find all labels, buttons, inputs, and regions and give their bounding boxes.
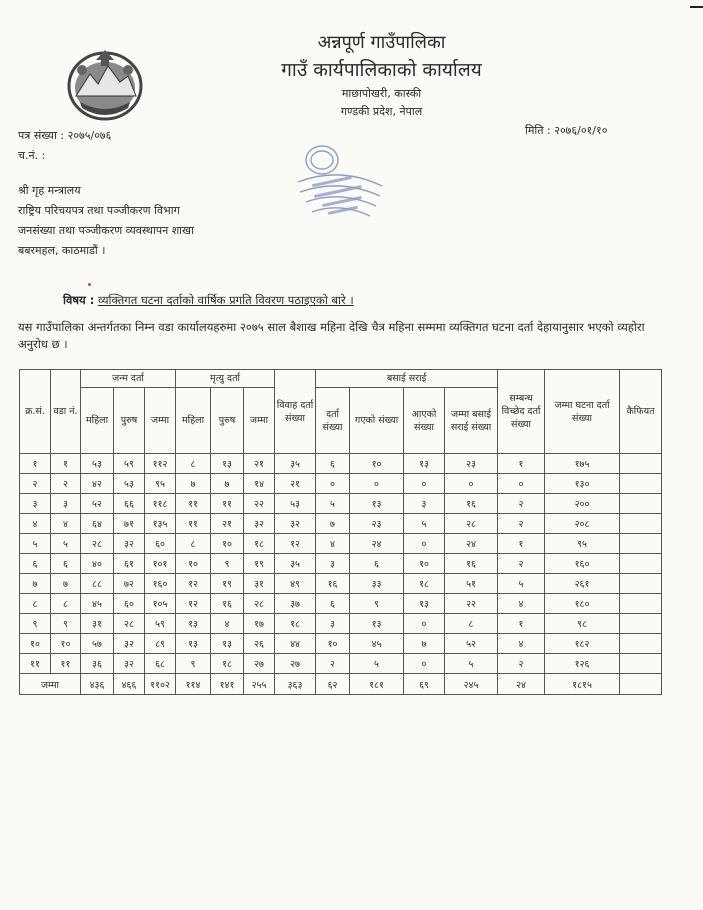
total-cell: ४६६: [114, 674, 145, 695]
table-cell: ११: [51, 654, 81, 674]
municipality-title: अन्नपूर्ण गाउँपालिका: [317, 32, 446, 53]
table-cell: ६४: [81, 514, 114, 534]
table-row: [20, 494, 662, 514]
header-birth: जन्म दर्ता: [81, 370, 176, 388]
table-cell: ०: [350, 474, 404, 494]
office-title: गाउँ कार्यपालिकाको कार्यालय: [281, 59, 482, 81]
header-death-male: पुरुष: [211, 388, 244, 454]
header-migration-out: गएको संख्या: [350, 388, 404, 454]
table-cell: ११८: [145, 494, 176, 514]
table-cell: ६८: [145, 654, 176, 674]
table-cell: ९: [20, 614, 51, 634]
header-total-events: जम्मा घटना दर्ता संख्या: [545, 370, 620, 454]
header-migration: बसाई सराई: [316, 370, 498, 388]
table-cell: १४: [244, 474, 275, 494]
office-seal-stamp: [292, 138, 388, 224]
table-cell: ७२: [114, 574, 145, 594]
table-cell: ५३: [114, 474, 145, 494]
table-cell: १३: [176, 614, 211, 634]
table-cell: २: [498, 494, 545, 514]
header-migration-in: आएको संख्या: [404, 388, 445, 454]
table-cell: २१: [244, 454, 275, 474]
table-cell: [620, 494, 662, 514]
table-cell: ६०: [114, 594, 145, 614]
header-death-total: जम्मा: [244, 388, 275, 454]
header-death-female: महिला: [176, 388, 211, 454]
table-cell: ८: [20, 594, 51, 614]
header-divorce: सम्बन्ध विच्छेद दर्ता संख्या: [498, 370, 545, 454]
table-cell: १: [498, 614, 545, 634]
table-cell: ६०: [145, 534, 176, 554]
table-cell: १३: [211, 634, 244, 654]
table-cell: ५२: [445, 634, 498, 654]
table-cell: [620, 654, 662, 674]
table-row: [20, 454, 662, 474]
table-cell: १८: [404, 574, 445, 594]
table-cell: १०: [20, 634, 51, 654]
table-cell: ५३: [275, 494, 316, 514]
table-cell: १७: [244, 614, 275, 634]
table-cell: ३१: [244, 574, 275, 594]
table-cell: [620, 614, 662, 634]
table-cell: २: [20, 474, 51, 494]
header-remarks: कैफियत: [620, 370, 662, 454]
table-cell: १८: [211, 654, 244, 674]
table-cell: १६: [211, 594, 244, 614]
table-cell: ०: [498, 474, 545, 494]
table-cell: ३: [404, 494, 445, 514]
table-cell: ८: [176, 534, 211, 554]
table-cell: ५: [445, 654, 498, 674]
table-cell: ४: [498, 634, 545, 654]
table-row: [20, 654, 662, 674]
dispatch-number: च.नं. :: [18, 149, 46, 162]
total-label: जम्मा: [20, 674, 81, 695]
table-body: [20, 454, 662, 695]
table-cell: २१: [275, 474, 316, 494]
header-migration-registered: दर्ता संख्या: [316, 388, 350, 454]
table-cell: १२: [275, 534, 316, 554]
table-cell: १: [51, 454, 81, 474]
recipient-line-3: जनसंख्या तथा पञ्जीकरण व्यवस्थापन शाखा: [18, 224, 194, 237]
table-cell: २८: [244, 594, 275, 614]
header-migration-total: जम्मा बसाई सराई संख्या: [445, 388, 498, 454]
total-cell: ११०२: [145, 674, 176, 695]
table-cell: ४: [51, 514, 81, 534]
table-cell: १२६: [545, 654, 620, 674]
total-cell: २४५: [445, 674, 498, 695]
table-cell: २: [316, 654, 350, 674]
table-row: [20, 514, 662, 534]
table-cell: [620, 634, 662, 654]
ink-dot: [88, 283, 91, 286]
subject-text: व्यक्तिगत घटना दर्ताको वार्षिक प्रगति विवरण पठाइएको बारे ।: [97, 293, 354, 307]
header-birth-female: महिला: [81, 388, 114, 454]
total-cell: २५५: [244, 674, 275, 695]
table-cell: ५९: [145, 614, 176, 634]
table-cell: ९५: [145, 474, 176, 494]
table-cell: ३२: [114, 654, 145, 674]
table-row: [20, 474, 662, 494]
total-cell: ६२: [316, 674, 350, 695]
table-cell: १३: [350, 494, 404, 514]
table-cell: ०: [404, 534, 445, 554]
table-cell: ७: [404, 634, 445, 654]
table-cell: २१: [211, 514, 244, 534]
table-row: [20, 594, 662, 614]
table-cell: [620, 474, 662, 494]
table-cell: १०: [316, 634, 350, 654]
total-cell: १४१: [211, 674, 244, 695]
scan-edge-mark: [690, 6, 703, 8]
table-cell: ०: [445, 474, 498, 494]
address-line-2: गण्डकी प्रदेश, नेपाल: [340, 105, 423, 118]
table-cell: ३: [316, 614, 350, 634]
table-cell: ६: [316, 594, 350, 614]
header-birth-total: जम्मा: [145, 388, 176, 454]
table-cell: ११२: [145, 454, 176, 474]
table-cell: ३३: [350, 574, 404, 594]
total-cell: १८१: [350, 674, 404, 695]
total-cell: ४३६: [81, 674, 114, 695]
table-cell: २२: [445, 594, 498, 614]
table-cell: २३: [350, 514, 404, 534]
table-cell: ०: [404, 474, 445, 494]
table-cell: १३०: [545, 474, 620, 494]
table-cell: १३: [211, 454, 244, 474]
table-cell: २६१: [545, 574, 620, 594]
address-line-1: माछापोखरी, कास्की: [341, 87, 422, 100]
table-cell: ८९: [145, 634, 176, 654]
header-death: मृत्यु दर्ता: [176, 370, 275, 388]
table-cell: ११: [176, 494, 211, 514]
table-cell: २: [498, 514, 545, 534]
table-cell: २८: [114, 614, 145, 634]
letter-number: पत्र संख्या : २०७५/०७६: [18, 129, 112, 142]
table-cell: १: [498, 534, 545, 554]
table-row: [20, 554, 662, 574]
table-cell: ३: [20, 494, 51, 514]
table-cell: २: [51, 474, 81, 494]
recipient-line-4: बबरमहल, काठमाडौं ।: [18, 244, 106, 257]
table-cell: ३५: [275, 554, 316, 574]
table-cell: ५: [404, 514, 445, 534]
table-cell: ४२: [81, 474, 114, 494]
table-cell: २०८: [545, 514, 620, 534]
table-cell: ९: [350, 594, 404, 614]
table-cell: ५: [20, 534, 51, 554]
table-cell: ४५: [350, 634, 404, 654]
table-cell: ९५: [545, 534, 620, 554]
table-cell: १६०: [545, 554, 620, 574]
table-cell: २२: [244, 494, 275, 514]
table-row: [20, 634, 662, 654]
table-cell: १३: [404, 454, 445, 474]
table-cell: २७: [275, 654, 316, 674]
table-cell: ७: [20, 574, 51, 594]
recipient-line-1: श्री गृह मन्त्रालय: [18, 184, 81, 197]
table-cell: १०१: [145, 554, 176, 574]
body-paragraph: यस गाउँपालिका अन्तर्गतका निम्न वडा कार्यालयहरुमा २०७५ साल बैशाख महिना देखि चैत्र महिना सम्ममा व्यक्तिगत घटना दर्ता देहायानुसार भएको व्यहोरा अनुरोध छ ।: [18, 320, 645, 351]
table-cell: ११: [20, 654, 51, 674]
table-cell: १८०: [545, 594, 620, 614]
table-cell: १०: [404, 554, 445, 574]
table-cell: ३१: [81, 614, 114, 634]
table-cell: १: [498, 454, 545, 474]
table-row: [20, 614, 662, 634]
table-cell: ५: [350, 654, 404, 674]
table-cell: ४: [211, 614, 244, 634]
table-cell: ५७: [81, 634, 114, 654]
table-cell: ७: [211, 474, 244, 494]
table-cell: ६६: [114, 494, 145, 514]
table-cell: १८: [275, 614, 316, 634]
table-cell: ३६: [81, 654, 114, 674]
total-cell: [620, 674, 662, 695]
table-cell: १२: [176, 574, 211, 594]
total-cell: ३६३: [275, 674, 316, 695]
table-cell: १६: [316, 574, 350, 594]
table-cell: २७: [244, 654, 275, 674]
table-cell: ५१: [445, 574, 498, 594]
recipient-line-2: राष्ट्रिय परिचयपत्र तथा पञ्जीकरण विभाग: [18, 204, 180, 217]
table-cell: ४: [498, 594, 545, 614]
total-cell: १८१५: [545, 674, 620, 695]
table-cell: १९: [244, 554, 275, 574]
table-cell: १८२: [545, 634, 620, 654]
table-cell: ४: [20, 514, 51, 534]
table-cell: २८: [445, 514, 498, 534]
table-cell: ३२: [244, 514, 275, 534]
table-cell: १०: [51, 634, 81, 654]
table-cell: ३: [51, 494, 81, 514]
table-row: [20, 574, 662, 594]
table-cell: ६: [20, 554, 51, 574]
table-cell: ३२: [114, 634, 145, 654]
table-cell: १८: [244, 534, 275, 554]
table-cell: ८: [176, 454, 211, 474]
table-cell: २४: [350, 534, 404, 554]
table-cell: ४९: [275, 574, 316, 594]
table-cell: ८: [445, 614, 498, 634]
table-cell: ४४: [275, 634, 316, 654]
table-cell: ३५: [275, 454, 316, 474]
header-serial: क्र.सं.: [20, 370, 51, 454]
table-cell: १६०: [145, 574, 176, 594]
table-cell: ४०: [81, 554, 114, 574]
header-birth-male: पुरुष: [114, 388, 145, 454]
table-cell: ६१: [114, 554, 145, 574]
table-cell: ७: [176, 474, 211, 494]
table-cell: ७: [51, 574, 81, 594]
table-cell: १३: [350, 614, 404, 634]
subject-label: विषय :: [63, 293, 95, 307]
table-cell: [620, 534, 662, 554]
table-cell: [620, 574, 662, 594]
table-cell: ०: [316, 474, 350, 494]
total-cell: ११४: [176, 674, 211, 695]
table-cell: १९: [211, 574, 244, 594]
table-cell: ५२: [81, 494, 114, 514]
table-cell: २८: [81, 534, 114, 554]
table-cell: ०: [404, 654, 445, 674]
table-total-row: [20, 674, 662, 695]
table-cell: ५: [316, 494, 350, 514]
table-cell: ५३: [81, 454, 114, 474]
table-cell: १०: [176, 554, 211, 574]
table-cell: १३: [176, 634, 211, 654]
table-cell: १६: [445, 494, 498, 514]
table-cell: १०: [211, 534, 244, 554]
table-cell: ५: [498, 574, 545, 594]
table-cell: ३७: [275, 594, 316, 614]
table-cell: ६: [316, 454, 350, 474]
total-cell: ६९: [404, 674, 445, 695]
table-cell: २००: [545, 494, 620, 514]
table-cell: ६: [350, 554, 404, 574]
table-cell: ४५: [81, 594, 114, 614]
table-cell: ०: [404, 614, 445, 634]
table-cell: ७: [316, 514, 350, 534]
table-cell: १३५: [145, 514, 176, 534]
table-cell: १३: [404, 594, 445, 614]
table-cell: [620, 594, 662, 614]
table-cell: २६: [244, 634, 275, 654]
table-cell: २४: [445, 534, 498, 554]
table-cell: [620, 454, 662, 474]
table-cell: १०: [350, 454, 404, 474]
table-cell: १७५: [545, 454, 620, 474]
subject-line: [63, 293, 354, 308]
table-cell: ३२: [275, 514, 316, 534]
table-cell: ९: [51, 614, 81, 634]
table-row: [20, 534, 662, 554]
table-cell: २: [498, 554, 545, 574]
table-cell: २: [498, 654, 545, 674]
civil-registration-table: [19, 369, 662, 695]
table-cell: ९८: [545, 614, 620, 634]
table-cell: १६: [445, 554, 498, 574]
header-marriage: विवाह दर्ता संख्या: [275, 370, 316, 454]
table-cell: ७१: [114, 514, 145, 534]
table-cell: ११: [211, 494, 244, 514]
table-cell: ३२: [114, 534, 145, 554]
table-cell: २३: [445, 454, 498, 474]
letter-date: मिति : २०७६/०१/१०: [525, 124, 608, 137]
table-cell: १०५: [145, 594, 176, 614]
table-cell: ३: [316, 554, 350, 574]
header-ward: वडा नं.: [51, 370, 81, 454]
table-cell: ५९: [114, 454, 145, 474]
table-cell: ४: [316, 534, 350, 554]
table-cell: ६: [51, 554, 81, 574]
table-cell: ९: [211, 554, 244, 574]
table-cell: ९: [176, 654, 211, 674]
table-cell: १: [20, 454, 51, 474]
table-cell: [620, 554, 662, 574]
table-cell: ८: [51, 594, 81, 614]
total-cell: २४: [498, 674, 545, 695]
table-cell: १२: [176, 594, 211, 614]
table-cell: ११: [176, 514, 211, 534]
table-cell: ८८: [81, 574, 114, 594]
table-cell: [620, 514, 662, 534]
table-cell: ५: [51, 534, 81, 554]
